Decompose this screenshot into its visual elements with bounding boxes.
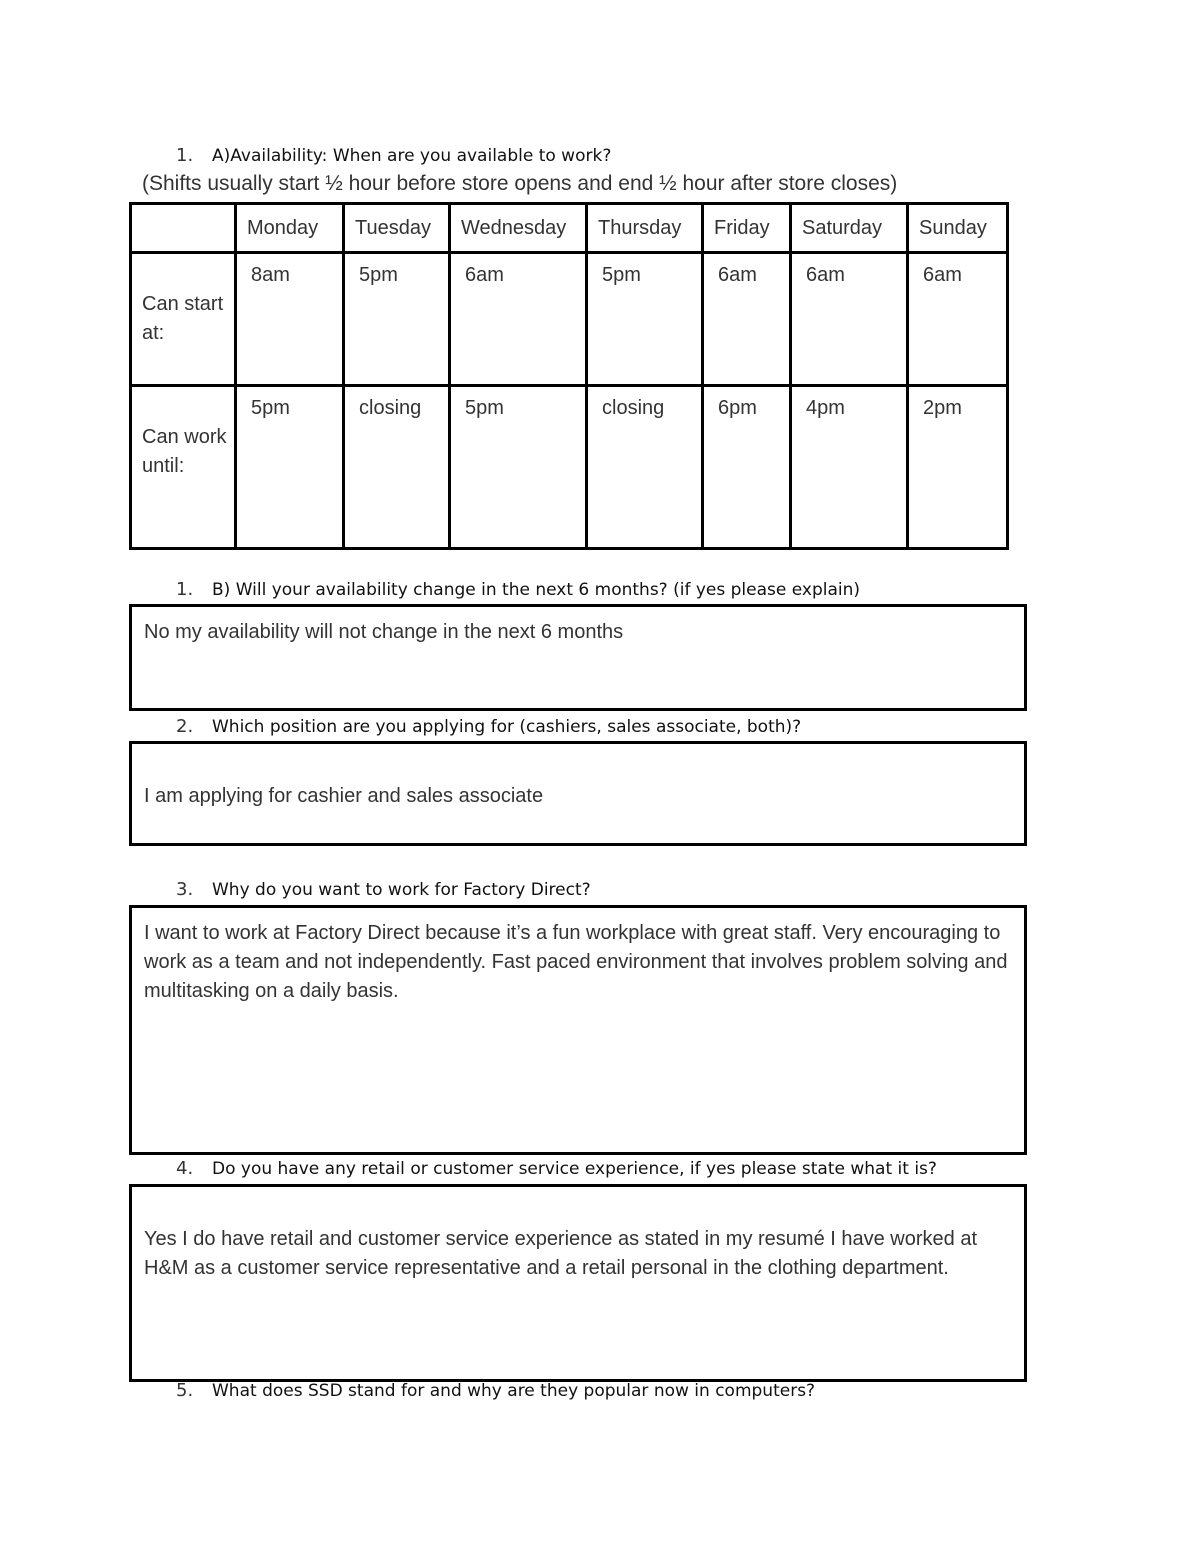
answer-text: I want to work at Factory Direct because it’s a fun workplace with great staff. Very encouraging to work as a team and not independently. Fast paced environment that involves problem solving and multitasking on a daily basis. <box>144 922 1008 1002</box>
start-time-cell: 6am <box>703 253 791 386</box>
start-row-label: Can start at: <box>131 253 236 386</box>
answer-text: No my availability will not change in the next 6 months <box>144 621 624 643</box>
answer-box-4[interactable] <box>129 1184 1027 1382</box>
end-time-cell: closing <box>587 386 703 549</box>
start-time-cell: 6am <box>450 253 587 386</box>
question-4 <box>176 1158 937 1179</box>
end-time-cell: 2pm <box>908 386 1008 549</box>
question-number: 5. <box>176 1380 194 1401</box>
start-time-cell: 6am <box>908 253 1008 386</box>
question-number: 4. <box>176 1158 194 1179</box>
start-time-cell: 8am <box>236 253 344 386</box>
question-number: 3. <box>176 879 194 900</box>
end-time-cell: 5pm <box>236 386 344 549</box>
start-time-cell: 5pm <box>344 253 450 386</box>
question-number: 1. <box>176 145 194 166</box>
question-text: Do you have any retail or customer service experience, if yes please state what it is? <box>212 1159 937 1179</box>
header-corner-cell <box>131 204 236 253</box>
question-2 <box>176 716 801 737</box>
question-text: What does SSD stand for and why are they popular now in computers? <box>212 1381 816 1401</box>
end-times-row <box>131 386 1008 549</box>
end-time-cell: 6pm <box>703 386 791 549</box>
answer-box-2[interactable] <box>129 741 1027 846</box>
start-times-row <box>131 253 1008 386</box>
day-header: Thursday <box>587 204 703 253</box>
end-time-cell: 5pm <box>450 386 587 549</box>
availability-table <box>129 202 1009 550</box>
table-header-row <box>131 204 1008 253</box>
end-time-cell: 4pm <box>791 386 908 549</box>
day-header: Sunday <box>908 204 1008 253</box>
question-number: 1. <box>176 579 194 600</box>
day-header: Saturday <box>791 204 908 253</box>
answer-text: Yes I do have retail and customer service experience as stated in my resumé I have worked at H&M as a customer service representative and a retail personal in the clothing department. <box>144 1228 978 1279</box>
shift-note: (Shifts usually start ½ hour before store opens and end ½ hour after store closes) <box>142 172 898 195</box>
start-time-cell: 6am <box>791 253 908 386</box>
question-text: B) Will your availability change in the next 6 months? (if yes please explain) <box>212 580 861 600</box>
question-text: Why do you want to work for Factory Direct? <box>212 880 591 900</box>
day-header: Monday <box>236 204 344 253</box>
question-1a <box>176 145 611 166</box>
start-time-cell: 5pm <box>587 253 703 386</box>
answer-box-3[interactable] <box>129 905 1027 1155</box>
question-text: A)Availability: When are you available to work? <box>212 146 612 166</box>
question-5 <box>176 1380 815 1401</box>
day-header: Friday <box>703 204 791 253</box>
answer-text: I am applying for cashier and sales associate <box>144 785 544 807</box>
question-text: Which position are you applying for (cashiers, sales associate, both)? <box>212 717 802 737</box>
day-header: Tuesday <box>344 204 450 253</box>
question-3 <box>176 879 591 900</box>
day-header: Wednesday <box>450 204 587 253</box>
question-number: 2. <box>176 716 194 737</box>
end-time-cell: closing <box>344 386 450 549</box>
answer-box-1b[interactable] <box>129 604 1027 711</box>
until-row-label: Can work until: <box>131 386 236 549</box>
question-1b <box>176 579 860 600</box>
